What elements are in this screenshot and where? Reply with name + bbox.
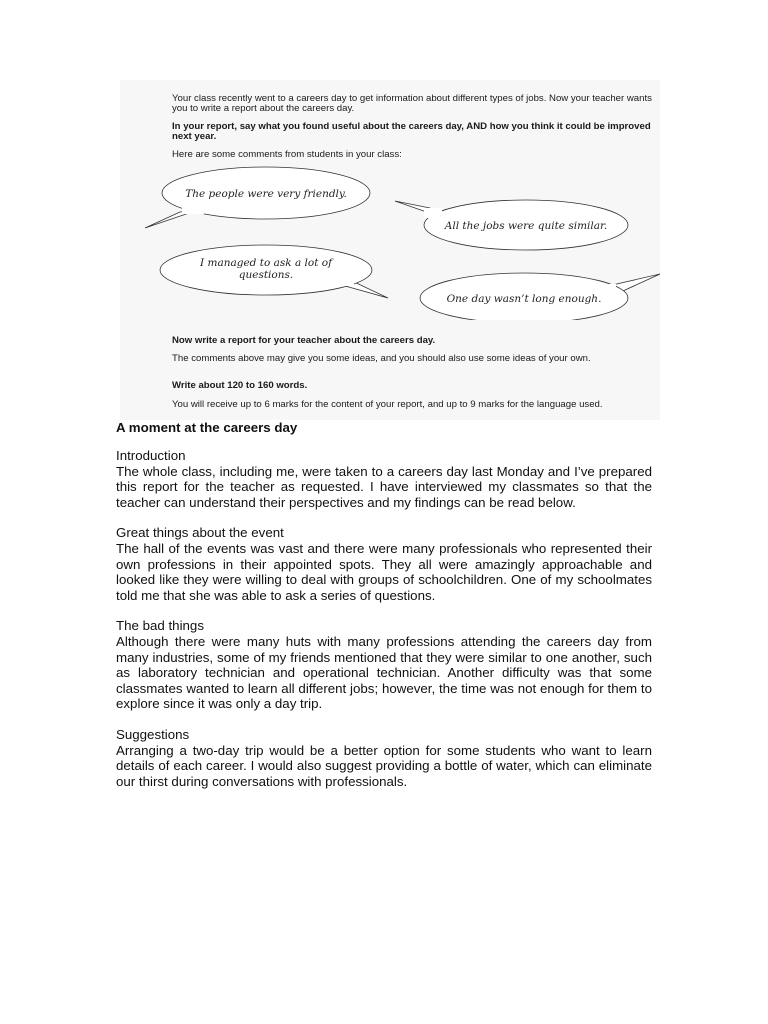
task-comments-intro: Here are some comments from students in your class:	[172, 149, 402, 160]
section-heading: The bad things	[116, 618, 204, 634]
bubble-text-questions-line2: questions.	[238, 269, 294, 281]
bubble-text-questions-line1: I managed to ask a lot of	[200, 257, 332, 269]
essay-section-great-things	[116, 525, 652, 603]
section-body: The hall of the events was vast and there were many professionals who represented their own professions in their appointed spots. They all were amazingly approachable and looked like they were willing to deal with groups of schoolchildren. One of my schoolmates told me that she was able to ask a series of questions.	[116, 540, 652, 603]
essay-section-suggestions	[116, 727, 652, 789]
bubble-text-friendly: The people were very friendly.	[185, 188, 347, 200]
speech-bubble-questions	[160, 245, 388, 298]
section-heading: Suggestions	[116, 726, 190, 742]
section-body: Although there were many huts with many professions attending the careers day from many industries, some of my friends mentioned that they were similar to one another, such as laboratory technician and operational technician. Another difficulty was that some classmates wanted to learn all different jobs; however, the time was not enough for them to explore since it was only a day trip.	[116, 633, 652, 712]
section-body: Arranging a two-day trip would be a better option for some students who want to learn details of each career. I would also suggest providing a bottle of water, which can eliminate our thirst during conversations with professionals.	[116, 742, 652, 789]
section-body: The whole class, including me, were taken to a careers day last Monday and I’ve prepared this report for the teacher as requested. I have interviewed my classmates so that the teacher can understand their perspectives and my findings can be read below.	[116, 463, 652, 510]
speech-bubble-similar	[395, 200, 628, 250]
essay-section-bad-things	[116, 618, 652, 712]
speech-bubble-friendly	[145, 167, 370, 228]
speech-bubbles	[120, 80, 660, 320]
speech-bubble-long-enough	[420, 273, 660, 320]
task-instruction: In your report, say what you found useful about the careers day, AND how you think it could be improved next year.	[172, 121, 651, 142]
essay-section-introduction	[116, 448, 652, 510]
essay-title: A moment at the careers day	[116, 420, 298, 435]
section-heading: Introduction	[116, 448, 186, 463]
task-word-count: Write about 120 to 160 words.	[172, 380, 308, 391]
bubble-text-long-enough: One day wasn’t long enough.	[446, 293, 602, 305]
task-marks: You will receive up to 6 marks for the content of your report, and up to 9 marks for the language used.	[172, 399, 603, 410]
essay	[116, 420, 652, 804]
task-write-report: Now write a report for your teacher about the careers day.	[172, 335, 436, 346]
section-heading: Great things about the event	[116, 525, 284, 541]
task-intro: Your class recently went to a careers day to get information about different types of jobs. Now your teacher wants you to write a report about the careers day.	[172, 93, 652, 114]
bubble-text-similar: All the jobs were quite similar.	[444, 220, 608, 232]
task-comments-hint: The comments above may give you some ideas, and you should also use some ideas of your own.	[172, 353, 591, 364]
task-panel	[120, 80, 660, 420]
